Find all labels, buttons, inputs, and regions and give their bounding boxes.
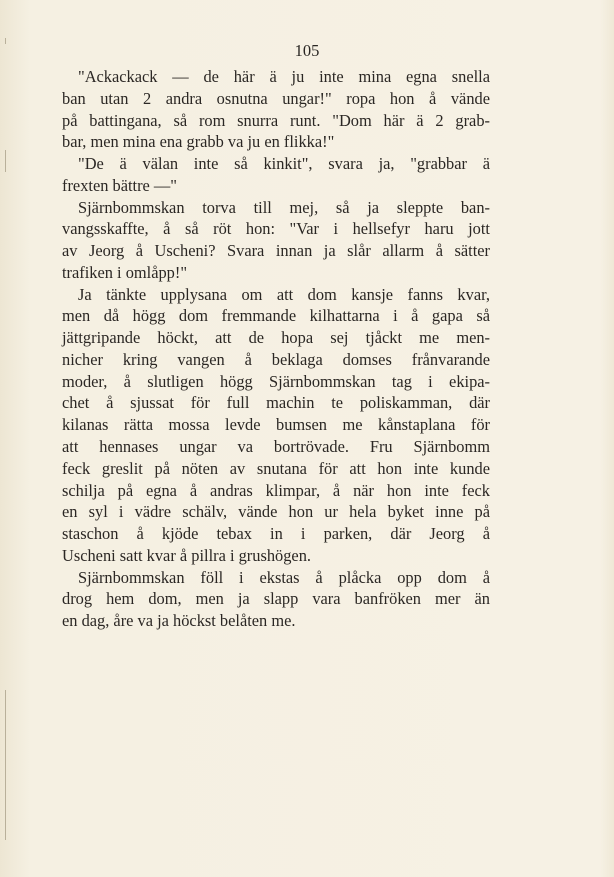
text-line: jättgripande höckt, att de hopa sej tjåckt me men- [62,328,490,348]
text-line: en dag, åre va ja höckst belåten me. [62,611,296,631]
page-number: 105 [294,41,320,60]
text-line: men då högg dom fremmande kilhattarna i å gapa så [62,306,490,326]
text-line: "Ackackack — de här ä ju inte mina egna snella [78,67,490,86]
text-line: schilja på egna å andras klimpar, å när hon inte feck [62,480,490,500]
paragraph [62,567,490,632]
text-line: att hennases ungar va bortrövade. Fru Sjärnbomm [62,437,490,457]
text-line: drog hem dom, men ja slapp vara banfröken mer än [62,589,490,609]
text-line: Sjärnbommskan föll i ekstas å plåcka opp dom å [78,567,490,587]
gutter-mark [5,150,6,172]
text-line: vangsskaffte, å så röt hon: "Var i hellsefyr haru jott [62,219,490,239]
text-line: av Jeorg å Uscheni? Svara innan ja slår allarm å sätter [62,241,490,261]
text-line: på battingana, så rom snurra runt. "Dom här ä 2 grab- [62,110,490,130]
text-line: moder, å slutligen högg Sjärnbommskan tag i ekipa- [62,371,490,391]
text-line: en syl i vädre schälv, vände hon ur hela byket inne på [62,502,490,522]
paragraph [62,197,490,284]
body-text [62,66,490,632]
paragraph [62,153,490,197]
text-line: chet å sjussat för full machin te poliskamman, där [62,393,490,413]
text-line: Sjärnbommskan torva till mej, så ja sleppte ban- [78,197,490,217]
text-line: "De ä välan inte så kinkit", svara ja, "grabbar ä [78,154,490,174]
paragraph [62,66,490,153]
text-line: bar, men mina ena grabb va ju en flikka!" [62,132,335,152]
paragraph [62,284,490,567]
gutter-mark [5,690,6,840]
text-line: trafiken i omlåpp!" [62,262,188,282]
text-line: feck greslit på nöten av snutana för att hon inte kunde [62,458,490,478]
text-line: kilanas rätta mossa levde bumsen me kånstaplana för [62,415,490,435]
text-line: Ja tänkte upplysana om att dom kansje fanns kvar, [78,284,490,304]
text-line: nicher kring vangen å beklaga domses frånvarande [62,349,490,369]
text-line: Uscheni satt kvar å pillra i grushögen. [62,545,311,565]
text-line: ban utan 2 andra osnutna ungar!" ropa hon å vände [62,88,490,108]
text-line: staschon å kjöde tebax in i parken, där Jeorg å [62,524,490,544]
text-line: frexten bättre —" [62,175,177,195]
